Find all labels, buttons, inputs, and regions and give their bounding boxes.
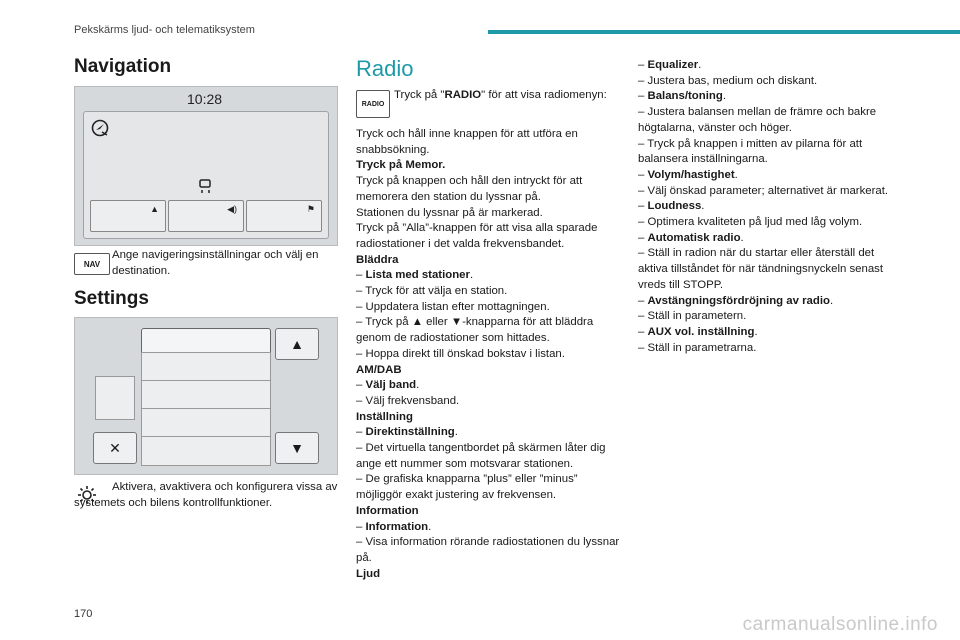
list-item: – Välj önskad parameter; alternativet är markerat. [638,184,889,197]
settings-description: Aktivera, avaktivera och konfigurera vissa av systemets och bilens kontrollfunktioner. [74,481,338,509]
arrow-up-icon: ▲ [150,204,159,214]
radio-heading: Radio [356,56,414,81]
flag-icon: ⚑ [306,204,315,214]
list-item: – Det virtuella tangentbordet på skärmen låter dig ange ett nummer som motsvarar stationen. [356,442,606,470]
settings-side-panel [95,376,135,420]
route-icon [198,178,214,194]
list-item: – Uppdatera listan efter mottagningen. [356,300,550,313]
list-item: – Volym/hastighet. [638,168,738,181]
subheading: Bläddra [356,253,399,266]
nav-button-icon: NAV [74,253,110,275]
list-item: – Välj band. [356,379,420,392]
list-item: – Loudness. [638,200,705,213]
close-icon: ✕ [93,432,137,464]
radio-button-icon: RADIO [356,90,390,118]
clock: 10:28 [187,91,223,107]
compass-icon [90,118,110,138]
settings-list-row [141,436,271,466]
settings-screen-illustration [74,317,338,475]
list-item: – Tryck för att välja en station. [356,285,508,298]
subheading: Inställning [356,410,413,423]
list-item: – Avstängningsfördröjning av radio. [638,294,834,307]
paragraph: Tryck på knappen och håll den intryckt för att memorera den station du lyssnar på. [356,175,583,203]
header-accent-bar [488,30,960,34]
list-item: – AUX vol. inställning. [638,325,758,338]
header-title: Pekskärms ljud- och telematiksystem [74,24,255,36]
radio-intro-text-end: " för att visa radiomenyn: [481,89,607,101]
map-area [83,111,329,239]
list-item: – Ställ in parametern. [638,310,747,323]
page-number: 170 [74,608,93,620]
radio-intro [394,88,624,104]
radio-instructions [356,127,622,582]
watermark: carmanualsonline.info [742,614,938,635]
navigation-heading: Navigation [74,56,172,77]
paragraph: Tryck på ”Alla”-knappen för att visa alla sparade radiostationer i det valda frekvensbandet. [356,222,598,250]
navigation-screen-illustration [74,86,338,246]
nav-tab-destination [246,200,322,232]
list-item: – Ställ in radion när du startar eller återställ det aktiva tillståndet för när tändningsnyckeln senast vreds till STOPP. [638,247,884,291]
list-item: – Tryck på ▲ eller ▼-knapparna för att bläddra genom de radiostationer som hittades. [356,316,594,345]
scroll-down-icon: ▼ [275,432,319,464]
settings-heading: Settings [74,288,149,309]
subheading: Information [356,504,419,517]
radio-intro-text: Tryck på " [394,89,445,101]
list-item: – Optimera kvaliteten på ljud med låg volym. [638,216,863,229]
list-item: – Direktinställning. [356,426,458,439]
list-item: – Hoppa direkt till önskad bokstav i listan. [356,347,565,360]
settings-list-row [141,380,271,410]
speaker-icon: ◀) [227,204,237,214]
scroll-up-icon: ▲ [275,328,319,360]
list-item: – Ställ in parametrarna. [638,341,757,354]
list-item: – Justera balansen mellan de främre och bakre högtalarna, vänster och höger. [638,106,877,134]
paragraph: Tryck och håll inne knappen för att utföra en snabbsökning. [356,128,578,156]
paragraph: Stationen du lyssnar på är markerad. [356,206,543,219]
list-item: – Automatisk radio. [638,231,744,244]
list-item: – Information. [356,520,432,533]
list-item: – De grafiska knapparna ”plus” eller ”minus” möjliggör exakt justering av frekvensen. [356,473,578,502]
subheading: AM/DAB [356,363,402,376]
settings-list-row [141,408,271,438]
radio-intro-bold: RADIO [444,89,482,101]
list-item: – Visa information rörande radiostationen du lyssnar på. [356,536,620,564]
subheading: Ljud [356,567,381,580]
nav-tab-volume [168,200,244,232]
list-item: – Balans/toning. [638,90,726,103]
list-item: – Justera bas, medium och diskant. [638,74,818,87]
nav-tab-direction [90,200,166,232]
list-item: – Tryck på knappen i mitten av pilarna för att balansera inställningarna. [638,137,863,166]
audio-settings-list [638,58,906,356]
list-item: – Equalizer. [638,59,702,71]
list-item: – Lista med stationer. [356,269,474,282]
navigation-description: Ange navigeringsinställningar och välj en destination. [112,249,319,277]
settings-list-selected [141,328,271,354]
list-item: – Välj frekvensband. [356,394,460,407]
subheading: Tryck på Memor. [356,159,446,172]
settings-list-row [141,352,271,382]
